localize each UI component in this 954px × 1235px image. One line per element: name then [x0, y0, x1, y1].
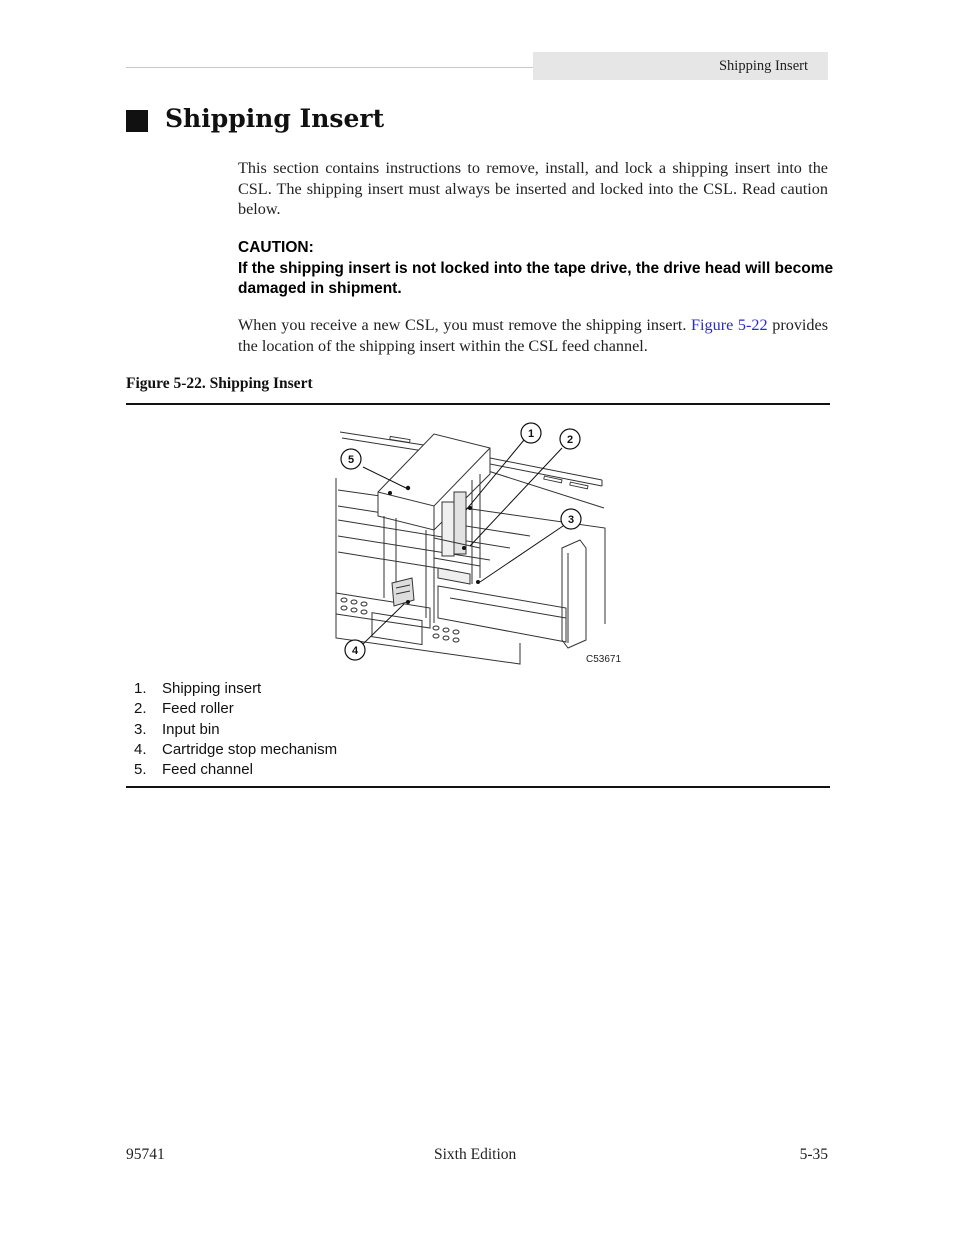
receive-text-after: provides the location of the shipping insert within the CSL feed channel.: [238, 316, 828, 355]
figure-link[interactable]: Figure 5-22: [691, 316, 768, 334]
figure-bottom-rule: [126, 786, 830, 788]
legend-number: 4.: [134, 740, 147, 758]
footer-edition: Sixth Edition: [434, 1146, 517, 1163]
footer-doc-number: 95741: [126, 1146, 165, 1163]
figure-code: C53671: [586, 654, 622, 665]
header-rule: [126, 67, 534, 68]
footer-page-number: 5-35: [799, 1146, 828, 1163]
figure-legend: [134, 679, 337, 780]
caution-text: If the shipping insert is not locked into the tape drive, the drive head will become damaged in shipment.: [238, 259, 834, 297]
legend-item: [134, 679, 337, 699]
caution-block: [238, 238, 838, 300]
intro-paragraph: This section contains instructions to remove, install, and lock a shipping insert into the CSL. The shipping insert must always be inserted and locked into the CSL. Read caution below.: [238, 159, 828, 218]
shipping-insert-illustration: [330, 418, 630, 670]
legend-item: [134, 760, 337, 780]
callout-3-label: 3: [567, 514, 575, 526]
legend-number: 3.: [134, 720, 147, 738]
callout-5-label: 5: [347, 454, 355, 466]
legend-item: [134, 740, 337, 760]
receive-text-before: When you receive a new CSL, you must remove the shipping insert.: [238, 316, 687, 334]
caution-label: CAUTION:: [238, 239, 314, 256]
legend-number: 1.: [134, 680, 147, 697]
legend-label: Cartridge stop mechanism: [162, 740, 338, 758]
callout-2-label: 2: [566, 434, 574, 446]
legend-label: Input bin: [162, 720, 220, 738]
legend-number: 5.: [134, 761, 147, 779]
legend-item: [134, 720, 337, 740]
callout-4-label: 4: [351, 645, 359, 657]
callout-1-label: 1: [527, 428, 535, 440]
legend-number: 2.: [134, 700, 147, 718]
figure-caption: Figure 5-22. Shipping Insert: [126, 375, 313, 392]
figure-top-rule: [126, 403, 830, 405]
legend-item: [134, 699, 337, 719]
legend-label: Feed channel: [162, 761, 253, 779]
page-title: Shipping Insert: [165, 104, 385, 133]
receive-paragraph: [238, 315, 828, 356]
legend-label: Shipping insert: [162, 680, 262, 697]
legend-label: Feed roller: [162, 700, 234, 718]
section-bullet-icon: [126, 110, 148, 132]
running-header-text: Shipping Insert: [718, 58, 808, 74]
running-header: [533, 52, 828, 80]
